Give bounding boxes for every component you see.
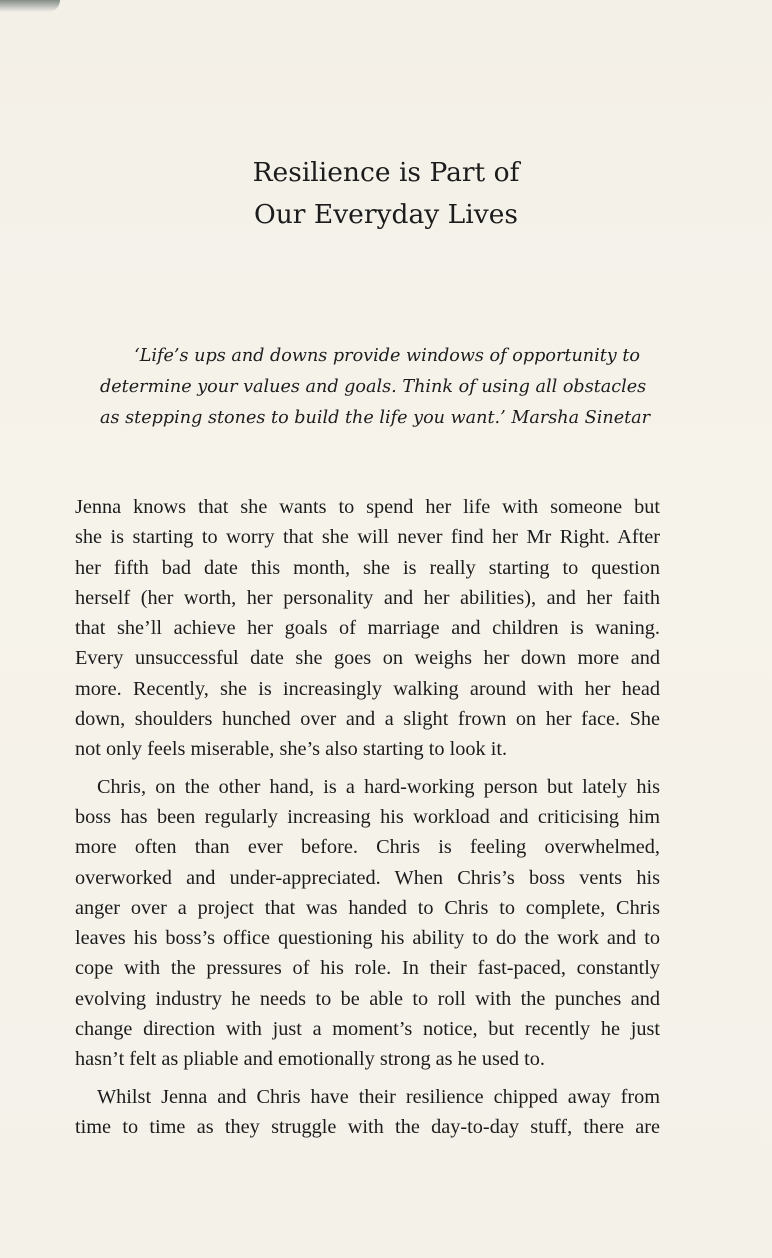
- epigraph-line: determine your values and goals. Think of using all obstacles: [100, 377, 647, 397]
- text-line: anger over a project that was handed to Chris to complete, Chris: [75, 896, 660, 919]
- text-line: she is starting to worry that she will never find her Mr Right. After: [75, 526, 660, 549]
- text-line: Every unsuccessful date she goes on weighs her down more and: [75, 647, 660, 670]
- text-line: leaves his boss’s office questioning his ability to do the work and to: [75, 927, 660, 950]
- chapter-title: [0, 152, 772, 236]
- paragraph-whilst: [75, 1082, 660, 1143]
- epigraph-quote: [100, 341, 651, 434]
- text-line: evolving industry he needs to be able to roll with the punches and: [75, 987, 660, 1010]
- paragraph-chris: [75, 772, 660, 1075]
- text-line: Whilst Jenna and Chris have their resilience chipped away from: [97, 1085, 660, 1108]
- text-line: more often than ever before. Chris is feeling overwhelmed,: [75, 836, 660, 859]
- text-line: her fifth bad date this month, she is really starting to question: [75, 556, 660, 579]
- text-line: change direction with just a moment’s notice, but recently he just: [75, 1018, 660, 1041]
- epigraph-line: as stepping stones to build the life you want.’ Marsha Sinetar: [100, 408, 651, 428]
- text-line: overworked and under-appreciated. When Chris’s boss vents his: [75, 866, 660, 889]
- chapter-title-line-2: Our Everyday Lives: [253, 199, 518, 230]
- text-line: boss has been regularly increasing his workload and criticising him: [75, 805, 660, 828]
- text-line: Jenna knows that she wants to spend her life with someone but: [75, 496, 660, 518]
- text-line: Chris, on the other hand, is a hard-working person but lately his: [97, 775, 660, 798]
- body-text: [75, 492, 660, 1149]
- text-line: time to time as they struggle with the day-to-day stuff, there are: [75, 1115, 660, 1138]
- chapter-title-line-1: Resilience is Part of: [252, 157, 520, 188]
- text-line: that she’ll achieve her goals of marriage and children is waning.: [75, 617, 660, 640]
- text-line: down, shoulders hunched over and a slight frown on her face. She: [75, 708, 660, 731]
- epigraph-line: ‘Life’s ups and downs provide windows of opportunity to: [134, 346, 640, 366]
- page-corner-shadow: [0, 0, 60, 12]
- paragraph-jenna: [75, 492, 660, 765]
- text-line: more. Recently, she is increasingly walking around with her head: [75, 677, 660, 700]
- text-line: cope with the pressures of his role. In their fast-paced, constantly: [75, 957, 660, 980]
- text-line: herself (her worth, her personality and her abilities), and her faith: [75, 586, 660, 609]
- text-line: not only feels miserable, she’s also starting to look it.: [75, 738, 508, 761]
- text-line: hasn’t felt as pliable and emotionally strong as he used to.: [75, 1048, 545, 1071]
